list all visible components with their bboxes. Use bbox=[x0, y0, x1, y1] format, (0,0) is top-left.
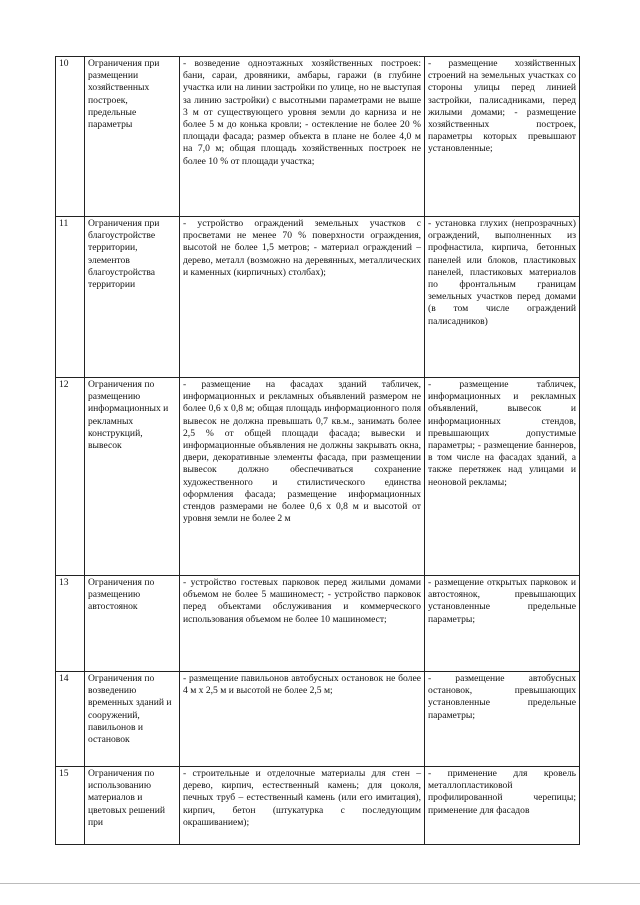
forbidden-parameters: - применение для кровель металлопластиковой профилированной черепицы; применение для фасадов bbox=[425, 767, 580, 845]
allowed-parameters: - устройство гостевых парковок перед жилыми домами объемом не более 5 машиномест; - устройство парковок перед объектами обслуживания и коммерческого использования объемом не более 10 машиномест; bbox=[180, 576, 425, 672]
allowed-parameters: - строительные и отделочные материалы для стен – дерево, кирпич, естественный камень; для цоколя, печных труб – естественный камень (или его имитация), кирпич, бетон (штукатурка с последующим окрашиванием); bbox=[180, 767, 425, 845]
row-number: 10 bbox=[56, 57, 85, 217]
forbidden-parameters: - установка глухих (непрозрачных) ограждений, выполненных из профнастила, кирпича, бетонных панелей или блоков, пластиковых панелей, пластиковых материалов по фронтальным границам земельных участков перед домами (в том числе ограждений палисадников) bbox=[425, 217, 580, 378]
allowed-parameters: - размещение павильонов автобусных остановок не более 4 м х 2,5 м и высотой не более 2,5 м; bbox=[180, 672, 425, 767]
forbidden-parameters: - размещение хозяйственных строений на земельных участках со стороны улицы перед линией застройки, палисадниками, перед жилыми домами; - размещение хозяйственных построек, параметры которых превышают установленные; bbox=[425, 57, 580, 217]
row-number: 12 bbox=[56, 378, 85, 576]
table-row bbox=[56, 378, 580, 576]
restriction-name: Ограничения по возведению временных зданий и сооружений, павильонов и остановок bbox=[85, 672, 180, 767]
restriction-name: Ограничения по размещению автостоянок bbox=[85, 576, 180, 672]
table-row bbox=[56, 57, 580, 217]
restriction-name: Ограничения при размещении хозяйственных построек, предельные параметры bbox=[85, 57, 180, 217]
row-number: 11 bbox=[56, 217, 85, 378]
restrictions-table bbox=[55, 56, 580, 845]
allowed-parameters: - размещение на фасадах зданий табличек, информационных и рекламных объявлений размером не более 0,6 х 0,8 м; общая площадь информационного поля вывесок не должна превышать 0,7 кв.м., занимать более 2,5 % от общей площади фасада; вывески и информационные объявления не должны закрывать окна, двери, декоративные элементы фасада, при размещении вывесок должно обеспечиваться сохранение художественного и стилистического единства оформления фасада; размещение информационных стендов размерами не более 0,6 х 0,8 м и высотой от уровня земли не более 2 м bbox=[180, 378, 425, 576]
row-number: 15 bbox=[56, 767, 85, 845]
allowed-parameters: - возведение одноэтажных хозяйственных построек: бани, сараи, дровяники, амбары, гаражи (в глубине участка или на линии застройки по улице, но не выступая за линию застройки) с высотными параметрами не выше 3 м от существующего уровня земли до карниза и не более 5 м до конька кровли; - остекление не более 20 % площади фасада; размер объекта в плане не более 4,0 м на 7,0 м; общая площадь хозяйственных построек не более 10 % от площади участка; bbox=[180, 57, 425, 217]
restriction-name: Ограничения при благоустройстве территории, элементов благоустройства территории bbox=[85, 217, 180, 378]
forbidden-parameters: - размещение открытых парковок и автостоянок, превышающих установленные предельные параметры; bbox=[425, 576, 580, 672]
row-number: 13 bbox=[56, 576, 85, 672]
allowed-parameters: - устройство ограждений земельных участков с просветами не менее 70 % поверхности ограждения, высотой не более 1,5 метров; - материал ограждений – дерево, металл (возможно на деревянных, металлических и каменных (кирпичных) столбах); bbox=[180, 217, 425, 378]
restriction-name: Ограничения по использованию материалов и цветовых решений при bbox=[85, 767, 180, 845]
table-row bbox=[56, 672, 580, 767]
table-row bbox=[56, 217, 580, 378]
table-row bbox=[56, 767, 580, 845]
forbidden-parameters: - размещение табличек, информационных и рекламных объявлений, вывесок и информационных стендов, превышающих допустимые параметры; - размещение баннеров, в том числе на фасадах зданий, а также перетяжек над улицами и неоновой рекламы; bbox=[425, 378, 580, 576]
page-edge-divider bbox=[0, 883, 640, 884]
forbidden-parameters: - размещение автобусных остановок, превышающих установленные предельные параметры; bbox=[425, 672, 580, 767]
restriction-name: Ограничения по размещению информационных и рекламных конструкций, вывесок bbox=[85, 378, 180, 576]
table-row bbox=[56, 576, 580, 672]
row-number: 14 bbox=[56, 672, 85, 767]
